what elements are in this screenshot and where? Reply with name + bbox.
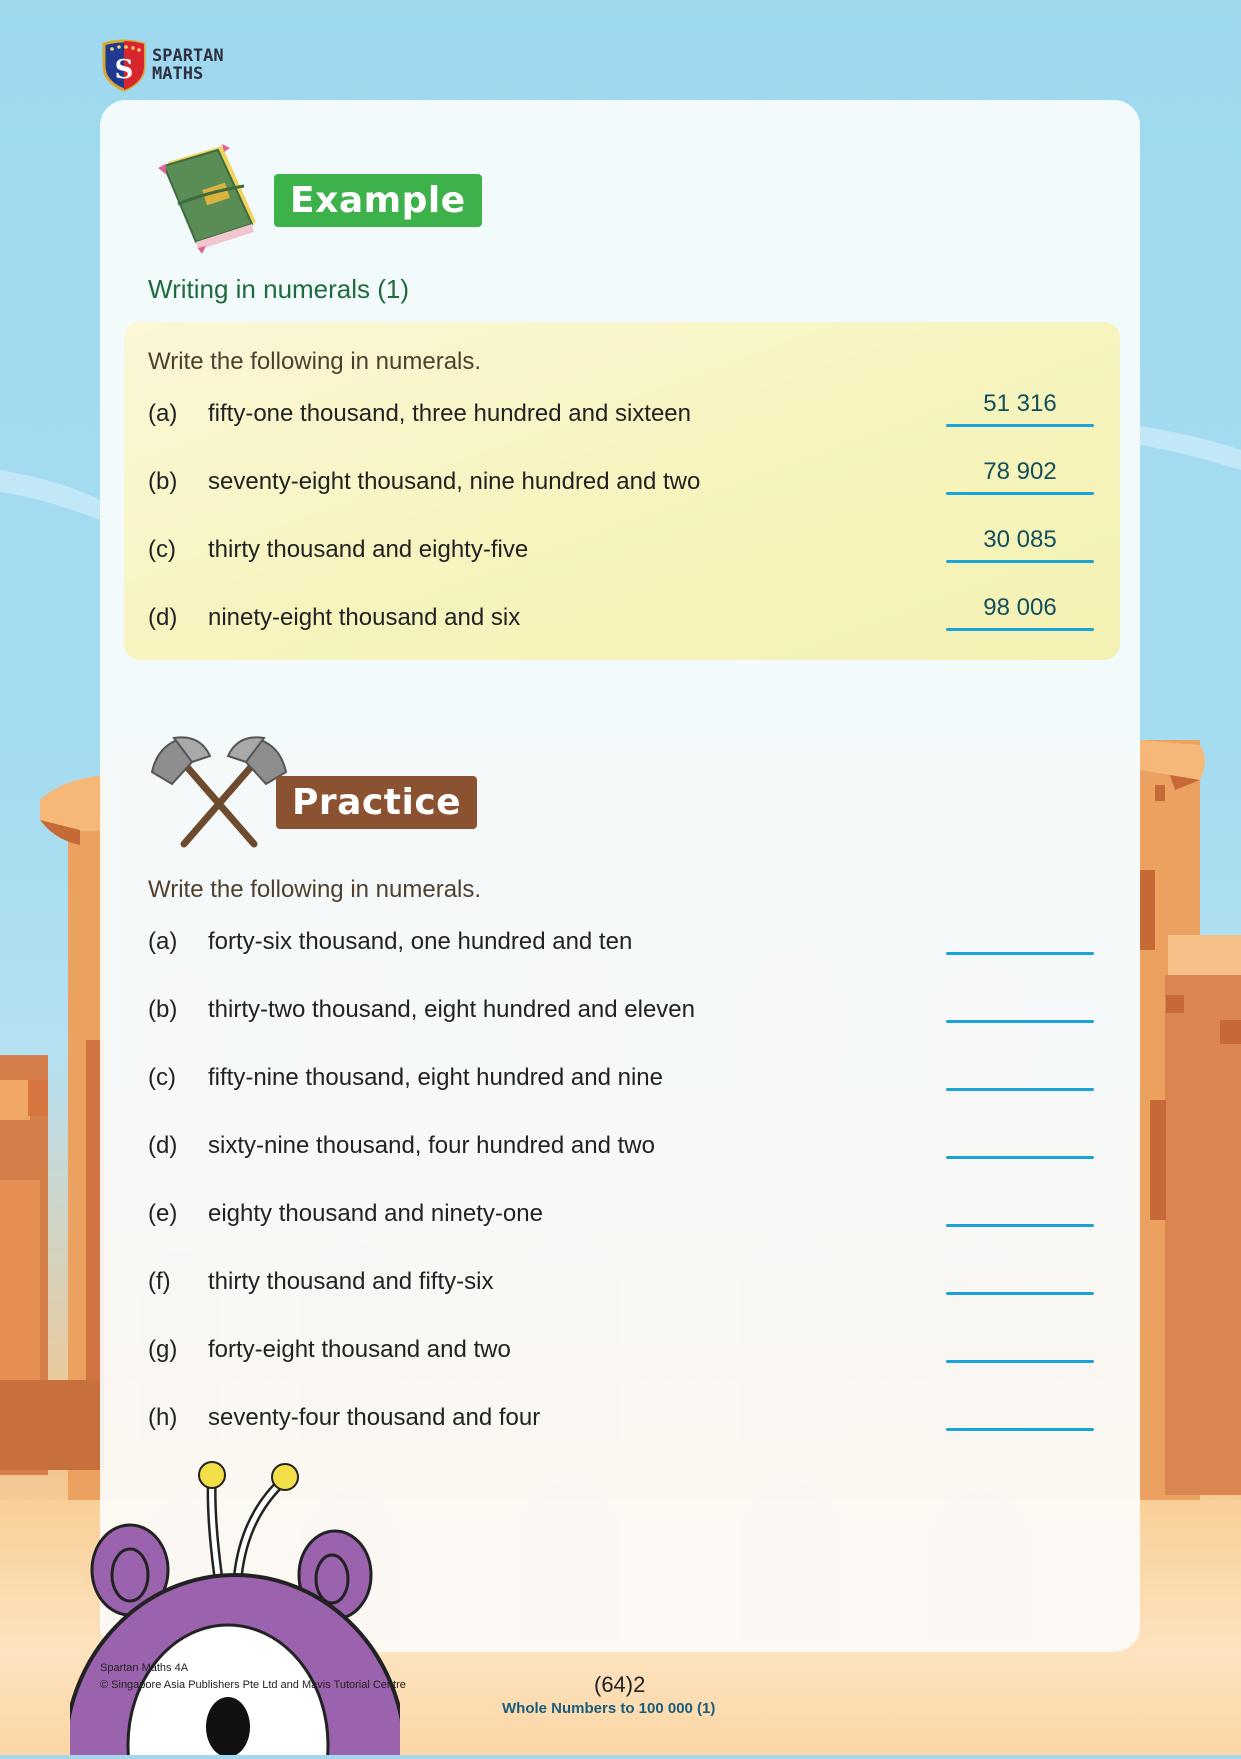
answer-blank[interactable]	[946, 1156, 1094, 1159]
svg-text:S: S	[114, 55, 134, 85]
answer-line[interactable]	[946, 492, 1094, 495]
logo-line-1: SPARTAN	[152, 46, 224, 66]
question-letter: (a)	[148, 928, 178, 955]
practice-question-g	[148, 1336, 1094, 1376]
answer-value: 30 085	[983, 526, 1057, 553]
shield-logo-icon	[100, 38, 148, 92]
answer-blank[interactable]	[946, 1020, 1094, 1023]
question-text: thirty thousand and fifty-six	[208, 1268, 494, 1295]
question-letter: (a)	[148, 400, 178, 427]
worksheet-card	[100, 100, 1140, 1652]
answer-value: 78 902	[983, 458, 1057, 485]
answer-blank[interactable]	[946, 1360, 1094, 1363]
question-letter: (d)	[148, 1132, 178, 1159]
footer-credits	[100, 1660, 406, 1694]
question-letter: (f)	[148, 1268, 171, 1295]
answer-line[interactable]	[946, 424, 1094, 427]
chapter-title: Whole Numbers to 100 000 (1)	[502, 1700, 716, 1717]
answer-line[interactable]	[946, 560, 1094, 563]
example-heading	[148, 142, 482, 254]
logo-wordmark	[152, 47, 224, 83]
question-letter: (g)	[148, 1336, 178, 1363]
question-letter: (b)	[148, 996, 178, 1023]
purple-alien-mascot-icon	[70, 1455, 400, 1755]
question-text: forty-six thousand, one hundred and ten	[208, 928, 633, 955]
example-question-c	[148, 526, 1094, 576]
page-number: (64)2	[594, 1672, 646, 1697]
question-letter: (h)	[148, 1404, 178, 1431]
example-question-b	[148, 458, 1094, 508]
practice-question-b	[148, 996, 1094, 1036]
practice-question-a	[148, 928, 1094, 968]
example-instruction: Write the following in numerals.	[148, 348, 482, 375]
answer-value: 98 006	[983, 594, 1057, 621]
question-text: fifty-one thousand, three hundred and sixteen	[208, 400, 691, 427]
book-icon	[148, 142, 266, 254]
example-question-d	[148, 594, 1094, 644]
practice-heading	[144, 732, 477, 852]
question-text: seventy-eight thousand, nine hundred and two	[208, 468, 701, 495]
practice-question-d	[148, 1132, 1094, 1172]
book-title: Spartan Maths 4A	[100, 1662, 189, 1674]
practice-question-e	[148, 1200, 1094, 1240]
practice-question-h	[148, 1404, 1094, 1444]
answer-line[interactable]	[946, 628, 1094, 631]
question-text: thirty-two thousand, eight hundred and eleven	[208, 996, 695, 1023]
answer-blank[interactable]	[946, 1088, 1094, 1091]
question-letter: (e)	[148, 1200, 178, 1227]
practice-question-c	[148, 1064, 1094, 1104]
practice-badge: Practice	[276, 776, 477, 829]
example-badge: Example	[274, 174, 482, 227]
answer-blank[interactable]	[946, 1292, 1094, 1295]
answer-blank[interactable]	[946, 952, 1094, 955]
practice-question-f	[148, 1268, 1094, 1308]
example-question-a	[148, 390, 1094, 440]
answer-value: 51 316	[983, 390, 1057, 417]
spartan-maths-logo	[100, 38, 224, 92]
question-letter: (b)	[148, 468, 178, 495]
question-text: fifty-nine thousand, eight hundred and nine	[208, 1064, 664, 1091]
copyright-notice: © Singapore Asia Publishers Pte Ltd and Mavis Tutorial Centre	[100, 1679, 406, 1691]
crossed-axes-icon	[144, 732, 294, 852]
question-text: forty-eight thousand and two	[208, 1336, 511, 1363]
question-text: seventy-four thousand and four	[208, 1404, 541, 1431]
answer-blank[interactable]	[946, 1224, 1094, 1227]
logo-line-2: MATHS	[152, 64, 204, 84]
question-text: thirty thousand and eighty-five	[208, 536, 529, 563]
practice-instruction: Write the following in numerals.	[148, 876, 482, 903]
example-subtitle: Writing in numerals (1)	[148, 274, 410, 304]
question-text: sixty-nine thousand, four hundred and two	[208, 1132, 655, 1159]
question-letter: (c)	[148, 536, 176, 563]
question-text: eighty thousand and ninety-one	[208, 1200, 543, 1227]
answer-blank[interactable]	[946, 1428, 1094, 1431]
question-letter: (d)	[148, 604, 178, 631]
question-letter: (c)	[148, 1064, 176, 1091]
question-text: ninety-eight thousand and six	[208, 604, 521, 631]
